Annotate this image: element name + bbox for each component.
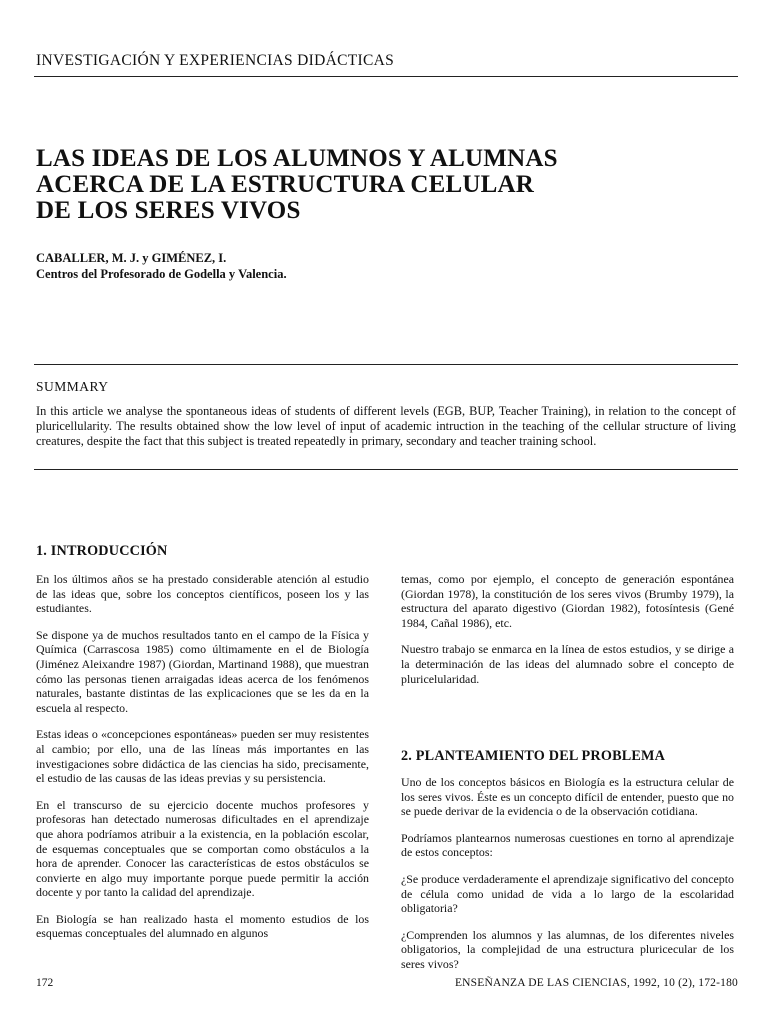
paragraph: En los últimos años se ha prestado considerable atención al estudio de las ideas que, sobre los conceptos científicos, poseen los y las estudiantes.	[36, 572, 369, 616]
title-line: ACERCA DE LA ESTRUCTURA CELULAR	[36, 171, 534, 198]
section-1-heading: 1. INTRODUCCIÓN	[36, 543, 168, 559]
journal-citation: ENSEÑANZA DE LAS CIENCIAS, 1992, 10 (2), 172-180	[454, 977, 738, 989]
paragraph: temas, como por ejemplo, el concepto de generación espontánea (Giordan 1978), la constitución de los seres vivos (Brumby 1979), la estructura del aparato digestivo (Giordan 1982), fotosíntesis (Gené 1984, Cañal 1986), etc.	[401, 572, 734, 630]
summary-heading: SUMMARY	[36, 379, 109, 394]
title-line: LAS IDEAS DE LOS ALUMNOS Y ALUMNAS	[36, 145, 558, 172]
affiliation: Centros del Profesorado de Godella y Valencia.	[36, 267, 287, 281]
header-rule	[34, 76, 738, 77]
paragraph: En el transcurso de su ejercicio docente muchos profesores y profesoras han detectado numerosas dificultades en el aprendizaje que ahora podríamos atribuir a la existencia, en la población escolar, de esquemas conceptuales que se comportan como obstáculos a la hora de aprender. Conocer las características de estos obstáculos se convierte en algo muy importante porque puede permitir la acción docente y por tanto la calidad del aprendizaje.	[36, 797, 369, 900]
title-line: DE LOS SERES VIVOS	[36, 197, 301, 224]
paragraph: Nuestro trabajo se enmarca en la línea de estos estudios, y se dirige a la determinación de las ideas del alumnado sobre el concepto de pluricelularidad.	[401, 642, 734, 686]
summary-text: In this article we analyse the spontaneous ideas of students of different levels (EGB, BUP, Teacher Training), in relation to the concept of pluricellularity. The results obtained show the low level of input of academic intruction in the teaching of the cellular structure of living creatures, despite the fact that this subject is treated repeatedly in primary, secondary and teacher training school.	[36, 404, 736, 448]
paragraph: Podríamos plantearnos numerosas cuestiones en torno al aprendizaje de estos conceptos:	[401, 830, 734, 860]
paragraph: Uno de los conceptos básicos en Biología es la estructura celular de los seres vivos. Éste es un concepto difícil de entender, puesto que no se puede derivar de la evidencia o de la observación cotidiana.	[401, 775, 734, 819]
author-block	[36, 250, 287, 282]
article-title	[36, 146, 736, 224]
right-column-problem	[401, 775, 734, 984]
summary-top-rule	[34, 364, 738, 365]
page-number: 172	[36, 977, 54, 989]
paragraph: Estas ideas o «concepciones espontáneas» pueden ser muy resistentes al cambio; por ello, una de las líneas más importantes en las investigaciones sobre didáctica de las ciencias ha sido, precisamente, el estudio de las causas de las ideas previas y su persistencia.	[36, 727, 369, 786]
section-2-heading: 2. PLANTEAMIENTO DEL PROBLEMA	[401, 748, 666, 764]
paragraph: En Biología se han realizado hasta el momento estudios de los esquemas conceptuales del alumnado en algunos	[36, 911, 369, 941]
left-column	[36, 572, 369, 953]
paragraph: ¿Se produce verdaderamente el aprendizaje significativo del concepto de célula como unidad de vida a lo largo de la escolaridad obligatoria?	[401, 871, 734, 916]
right-column-intro	[401, 572, 734, 698]
paragraph: ¿Comprenden los alumnos y las alumnas, de los diferentes niveles obligatorios, la complejidad de una estructura pluricecular de los seres vivos?	[401, 927, 734, 971]
authors: CABALLER, M. J. y GIMÉNEZ, I.	[36, 251, 227, 265]
paragraph: Se dispone ya de muchos resultados tanto en el campo de la Física y Química (Carrascosa 1985) como últimamente en el de Biología (Jiménez Aleixandre 1987) (Giordan, Martinand 1988), que muestran cómo las personas tienen arraigadas ideas acerca de los fenómenos naturales, bastante distintas de las explicaciones que se les da en la escuela al respecto.	[36, 627, 369, 715]
running-head: INVESTIGACIÓN Y EXPERIENCIAS DIDÁCTICAS	[36, 52, 394, 69]
summary-bottom-rule	[34, 469, 738, 470]
